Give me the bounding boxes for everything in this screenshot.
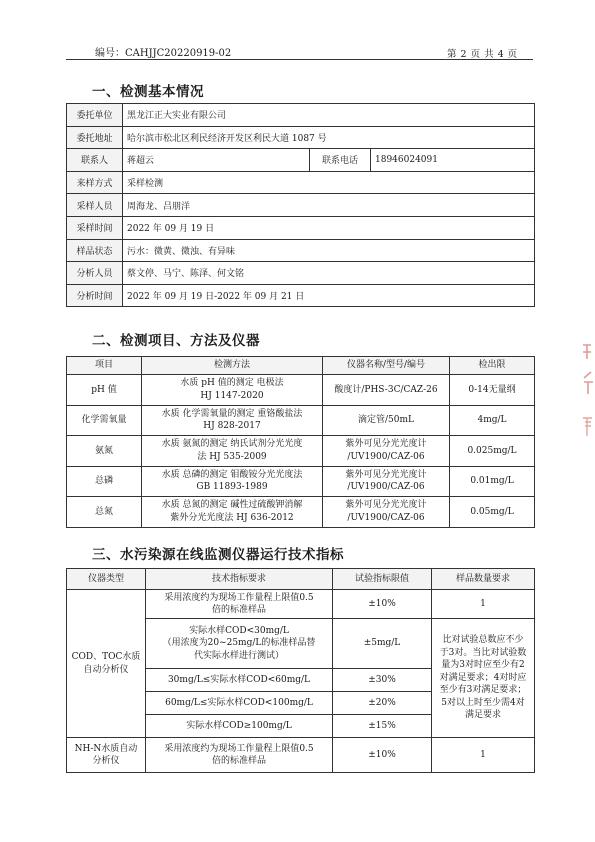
method-line: 水质 总磷的测定 钼酸铵分光光度法	[161, 469, 303, 480]
cell-method	[142, 436, 323, 467]
cell-label: 采样人员	[67, 194, 123, 217]
cell-requirement	[146, 738, 333, 773]
column-header: 仪器类型	[67, 569, 146, 590]
cell-limit: ±10%	[333, 590, 432, 619]
section1-title: 一、检测基本情况	[92, 84, 204, 100]
instrument-line: 紫外可见分光光度计	[345, 469, 427, 480]
document-number: 编号：CAHJJC20220919-02	[95, 48, 232, 59]
cell-label: 联系电话	[310, 149, 371, 172]
cell-limit: ±20%	[333, 692, 432, 715]
column-header: 技术指标要求	[146, 569, 333, 590]
table-row	[67, 436, 535, 467]
cell-label: 委托地址	[67, 126, 123, 149]
cell-item: 总磷	[67, 466, 142, 497]
cell-method	[142, 466, 323, 497]
instrument-model: /UV1900/CAZ-06	[347, 451, 425, 462]
cell-limit: 0.01mg/L	[450, 466, 535, 497]
section3-title: 三、水污染源在线监测仪器运行技术指标	[92, 547, 344, 563]
cell-instrument-type: COD、TOC水质自动分析仪	[67, 590, 146, 738]
cell-instrument	[323, 375, 450, 406]
cell-item: 总氮	[67, 497, 142, 528]
instrument-line: 滴定管/50mL	[358, 415, 414, 425]
method-line: 水质 氨氮的测定 纳氏试剂分光光度	[161, 439, 303, 450]
cell-label: 来样方式	[67, 171, 123, 194]
seal-stamp-fragment	[581, 340, 595, 450]
cell-label: 采样时间	[67, 216, 123, 239]
table-row	[67, 149, 535, 172]
method-standard: GB 11893-1989	[196, 482, 268, 493]
cell-value: 污水：微黄、微浊、有异味	[123, 239, 535, 262]
cell-label: 样品状态	[67, 239, 123, 262]
cell-value: 采样检测	[123, 171, 535, 194]
table-row	[67, 171, 535, 194]
method-standard: HJ 828-2017	[203, 421, 261, 432]
page-info: 第 2 页 共 4 页	[447, 49, 518, 60]
cell-value: 蒋超云	[123, 149, 310, 172]
cell-instrument	[323, 405, 450, 436]
table-row	[67, 216, 535, 239]
cell-instrument-type: NH-N水质自动分析仪	[67, 738, 146, 773]
table-row	[67, 466, 535, 497]
instrument-line: 紫外可见分光光度计	[345, 439, 427, 450]
basic-info-table	[66, 103, 535, 307]
table-row	[67, 262, 535, 285]
column-header: 样品数量要求	[432, 569, 535, 590]
methods-table	[66, 356, 535, 528]
cell-requirement	[146, 590, 333, 619]
cell-method	[142, 405, 323, 436]
cell-label: 委托单位	[67, 104, 123, 127]
table-header-row	[67, 569, 535, 590]
cell-label: 分析时间	[67, 284, 123, 307]
cell-limit: 4mg/L	[450, 405, 535, 436]
cell-item: 化学需氧量	[67, 405, 142, 436]
cell-instrument	[323, 497, 450, 528]
column-header: 仪器名称/型号/编号	[323, 357, 450, 375]
table-row	[67, 738, 535, 773]
table-row	[67, 590, 535, 619]
method-standard: 紫外分光光度法 HJ 636-2012	[170, 512, 294, 523]
table-row	[67, 284, 535, 307]
requirement-line: 实际水样COD<30mg/L	[189, 625, 289, 636]
cell-limit: 0.05mg/L	[450, 497, 535, 528]
requirement-line: 采用浓度约为现场工作量程上限值0.5	[164, 743, 314, 754]
method-line: 水质 总氮的测定 碱性过硫酸钾消解	[161, 500, 303, 511]
cell-count-note: 比对试验总数应不少于3对。当比对试验数量为3对时应至少有2对满足要求；4对时应至少有3对满足要求；5对以上时至少需4对满足要求	[432, 619, 535, 738]
instrument-model: /UV1900/CAZ-06	[347, 512, 425, 523]
table-row	[67, 126, 535, 149]
cell-instrument	[323, 436, 450, 467]
table-row	[67, 239, 535, 262]
method-standard: 法 HJ 535-2009	[197, 451, 267, 462]
table-row	[67, 375, 535, 406]
cell-label: 分析人员	[67, 262, 123, 285]
cell-value: 蔡文停、马宁、陈泽、何文铭	[123, 262, 535, 285]
instrument-model: /UV1900/CAZ-06	[347, 482, 425, 493]
column-header: 检测方法	[142, 357, 323, 375]
cell-requirement: 实际水样COD≥100mg/L	[146, 715, 333, 738]
cell-limit: ±30%	[333, 669, 432, 692]
table-row	[67, 497, 535, 528]
cell-instrument	[323, 466, 450, 497]
cell-value: 18946024091	[371, 149, 535, 172]
requirement-line: 倍的标准样品	[211, 605, 266, 615]
cell-method	[142, 375, 323, 406]
cell-limit: ±15%	[333, 715, 432, 738]
column-header: 试验指标限值	[333, 569, 432, 590]
method-standard: HJ 1147-2020	[200, 390, 264, 401]
table-row	[67, 405, 535, 436]
requirement-line: （用浓度为20~25mg/L的标准样品替	[162, 638, 316, 649]
cell-value: 周海龙、吕朋洋	[123, 194, 535, 217]
cell-value: 哈尔滨市松北区利民经济开发区利民大道 1087 号	[123, 126, 535, 149]
section2-title: 二、检测项目、方法及仪器	[92, 333, 260, 349]
cell-value: 2022 年 09 月 19 日	[123, 216, 535, 239]
cell-limit: 0-14无量纲	[450, 375, 535, 406]
table-row	[67, 194, 535, 217]
cell-requirement	[146, 619, 333, 669]
tech-indicators-table	[66, 568, 535, 773]
method-line: 水质 pH 值的测定 电极法	[180, 378, 284, 389]
requirement-line: 采用浓度约为现场工作量程上限值0.5	[164, 592, 314, 603]
cell-limit: 0.025mg/L	[450, 436, 535, 467]
requirement-line: 倍的标准样品	[211, 756, 266, 766]
cell-limit: ±5mg/L	[333, 619, 432, 669]
table-row	[67, 104, 535, 127]
cell-item: 氨氮	[67, 436, 142, 467]
instrument-line: 紫外可见分光光度计	[345, 500, 427, 511]
instrument-line: 酸度计/PHS-3C/CAZ-26	[334, 384, 438, 395]
header-rule	[66, 59, 533, 60]
requirement-line: 代实际水样进行测试）	[193, 650, 284, 661]
column-header: 检出限	[450, 357, 535, 375]
cell-requirement: 60mg/L≤实际水样COD<100mg/L	[146, 692, 333, 715]
cell-method	[142, 497, 323, 528]
cell-requirement: 30mg/L≤实际水样COD<60mg/L	[146, 669, 333, 692]
cell-count: 1	[432, 738, 535, 773]
cell-label: 联系人	[67, 149, 123, 172]
column-header: 项目	[67, 357, 142, 375]
method-line: 水质 化学需氧量的测定 重铬酸盐法	[161, 408, 303, 419]
cell-value: 黑龙江正大实业有限公司	[123, 104, 535, 127]
cell-limit: ±10%	[333, 738, 432, 773]
table-header-row	[67, 357, 535, 375]
cell-count: 1	[432, 590, 535, 619]
cell-item: pH 值	[67, 375, 142, 406]
cell-value: 2022 年 09 月 19 日-2022 年 09 月 21 日	[123, 284, 535, 307]
